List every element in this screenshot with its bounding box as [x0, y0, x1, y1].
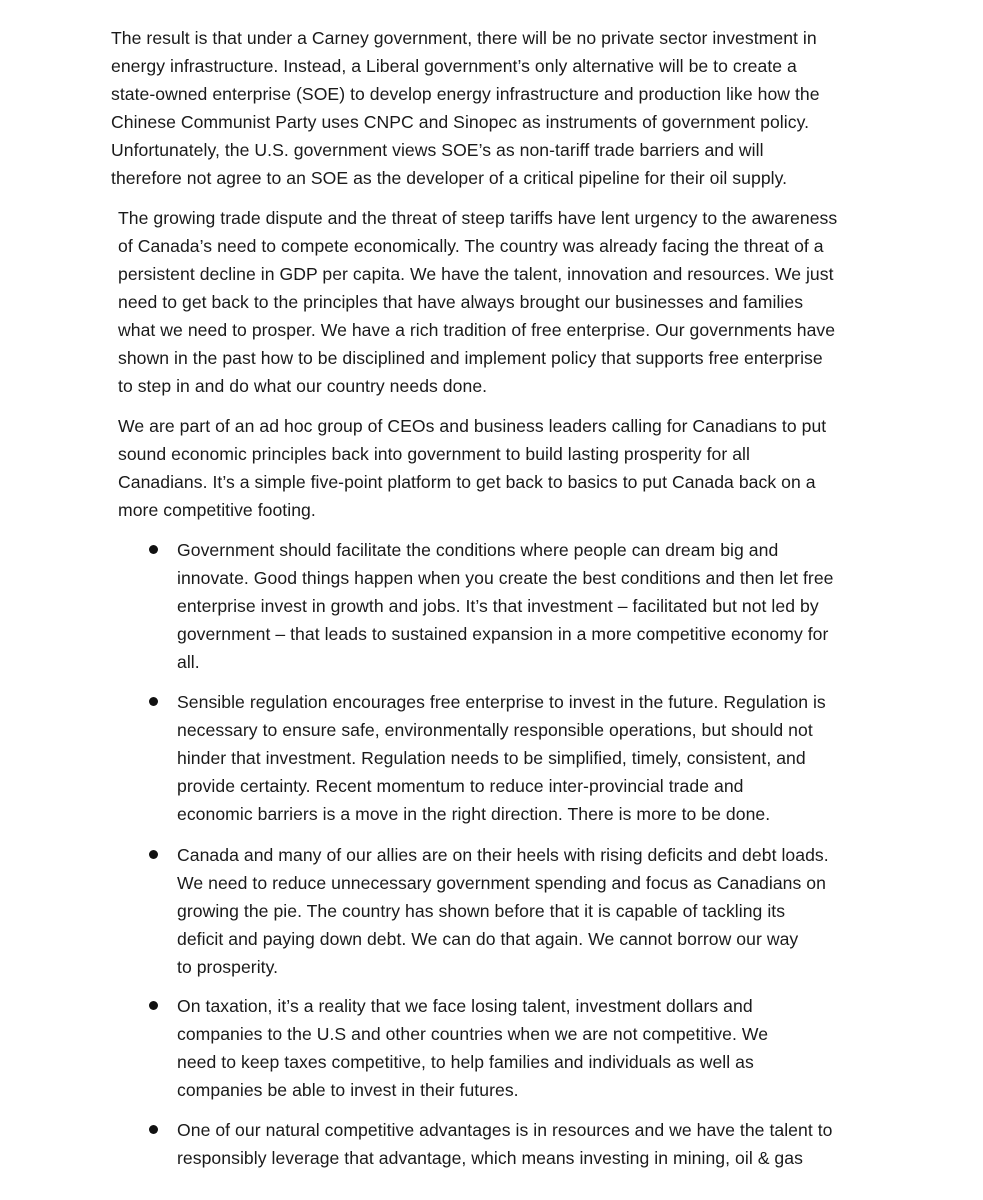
- text-line: economic barriers is a move in the right direction. There is more to be done.: [177, 804, 771, 824]
- text-line: need to get back to the principles that have always brought our businesses and families: [118, 292, 804, 312]
- text-line: companies be able to invest in their futures.: [177, 1080, 519, 1100]
- text-line: persistent decline in GDP per capita. We have the talent, innovation and resources. We just: [118, 264, 834, 284]
- text-line: On taxation, it’s a reality that we face losing talent, investment dollars and: [177, 996, 753, 1016]
- text-line: sound economic principles back into government to build lasting prosperity for all: [118, 444, 750, 464]
- text-line: growing the pie. The country has shown before that it is capable of tackling its: [177, 901, 786, 921]
- bullet-icon: [149, 545, 158, 554]
- text-line: more competitive footing.: [118, 500, 316, 520]
- text-line: companies to the U.S and other countries when we are not competitive. We: [177, 1024, 769, 1044]
- text-line: One of our natural competitive advantages is in resources and we have the talent to: [177, 1120, 833, 1140]
- text-line: therefore not agree to an SOE as the developer of a critical pipeline for their oil supply.: [111, 168, 788, 188]
- text-line: need to keep taxes competitive, to help families and individuals as well as: [177, 1052, 754, 1072]
- text-line: hinder that investment. Regulation needs to be simplified, timely, consistent, and: [177, 748, 806, 768]
- text-line: responsibly leverage that advantage, which means investing in mining, oil & gas: [177, 1148, 803, 1168]
- text-line: Government should facilitate the conditions where people can dream big and: [177, 540, 779, 560]
- text-line: We are part of an ad hoc group of CEOs and business leaders calling for Canadians to put: [118, 416, 827, 436]
- text-line: energy infrastructure. Instead, a Liberal government’s only alternative will be to create a: [111, 56, 797, 76]
- text-line: Sensible regulation encourages free enterprise to invest in the future. Regulation is: [177, 692, 826, 712]
- text-line: government – that leads to sustained expansion in a more competitive economy for: [177, 624, 829, 644]
- text-line: Unfortunately, the U.S. government views SOE’s as non-tariff trade barriers and will: [111, 140, 764, 160]
- text-line: what we need to prosper. We have a rich tradition of free enterprise. Our governments have: [118, 320, 836, 340]
- text-line: all.: [177, 652, 200, 672]
- text-line: necessary to ensure safe, environmentally responsible operations, but should not: [177, 720, 813, 740]
- text-line: Chinese Communist Party uses CNPC and Sinopec as instruments of government policy.: [111, 112, 810, 132]
- text-line: Canadians. It’s a simple five-point platform to get back to basics to put Canada back on a: [118, 472, 816, 492]
- bullet-icon: [149, 1125, 158, 1134]
- text-line: innovate. Good things happen when you create the best conditions and then let free: [177, 568, 834, 588]
- text-line: of Canada’s need to compete economically. The country was already facing the threat of a: [118, 236, 824, 256]
- text-line: enterprise invest in growth and jobs. It’s that investment – facilitated but not led by: [177, 596, 819, 616]
- text-line: shown in the past how to be disciplined and implement policy that supports free enterprise: [118, 348, 823, 368]
- text-line: Canada and many of our allies are on their heels with rising deficits and debt loads.: [177, 845, 829, 865]
- bullet-icon: [149, 1001, 158, 1010]
- bullet-icon: [149, 697, 158, 706]
- text-line: We need to reduce unnecessary government spending and focus as Canadians on: [177, 873, 826, 893]
- text-line: The growing trade dispute and the threat of steep tariffs have lent urgency to the awareness: [118, 208, 838, 228]
- text-line: provide certainty. Recent momentum to reduce inter-provincial trade and: [177, 776, 744, 796]
- text-line: The result is that under a Carney government, there will be no private sector investment in: [111, 28, 817, 48]
- bullet-icon: [149, 850, 158, 859]
- text-line: deficit and paying down debt. We can do that again. We cannot borrow our way: [177, 929, 799, 949]
- text-line: state-owned enterprise (SOE) to develop energy infrastructure and production like how the: [111, 84, 820, 104]
- text-line: to prosperity.: [177, 957, 279, 977]
- text-line: to step in and do what our country needs done.: [118, 376, 488, 396]
